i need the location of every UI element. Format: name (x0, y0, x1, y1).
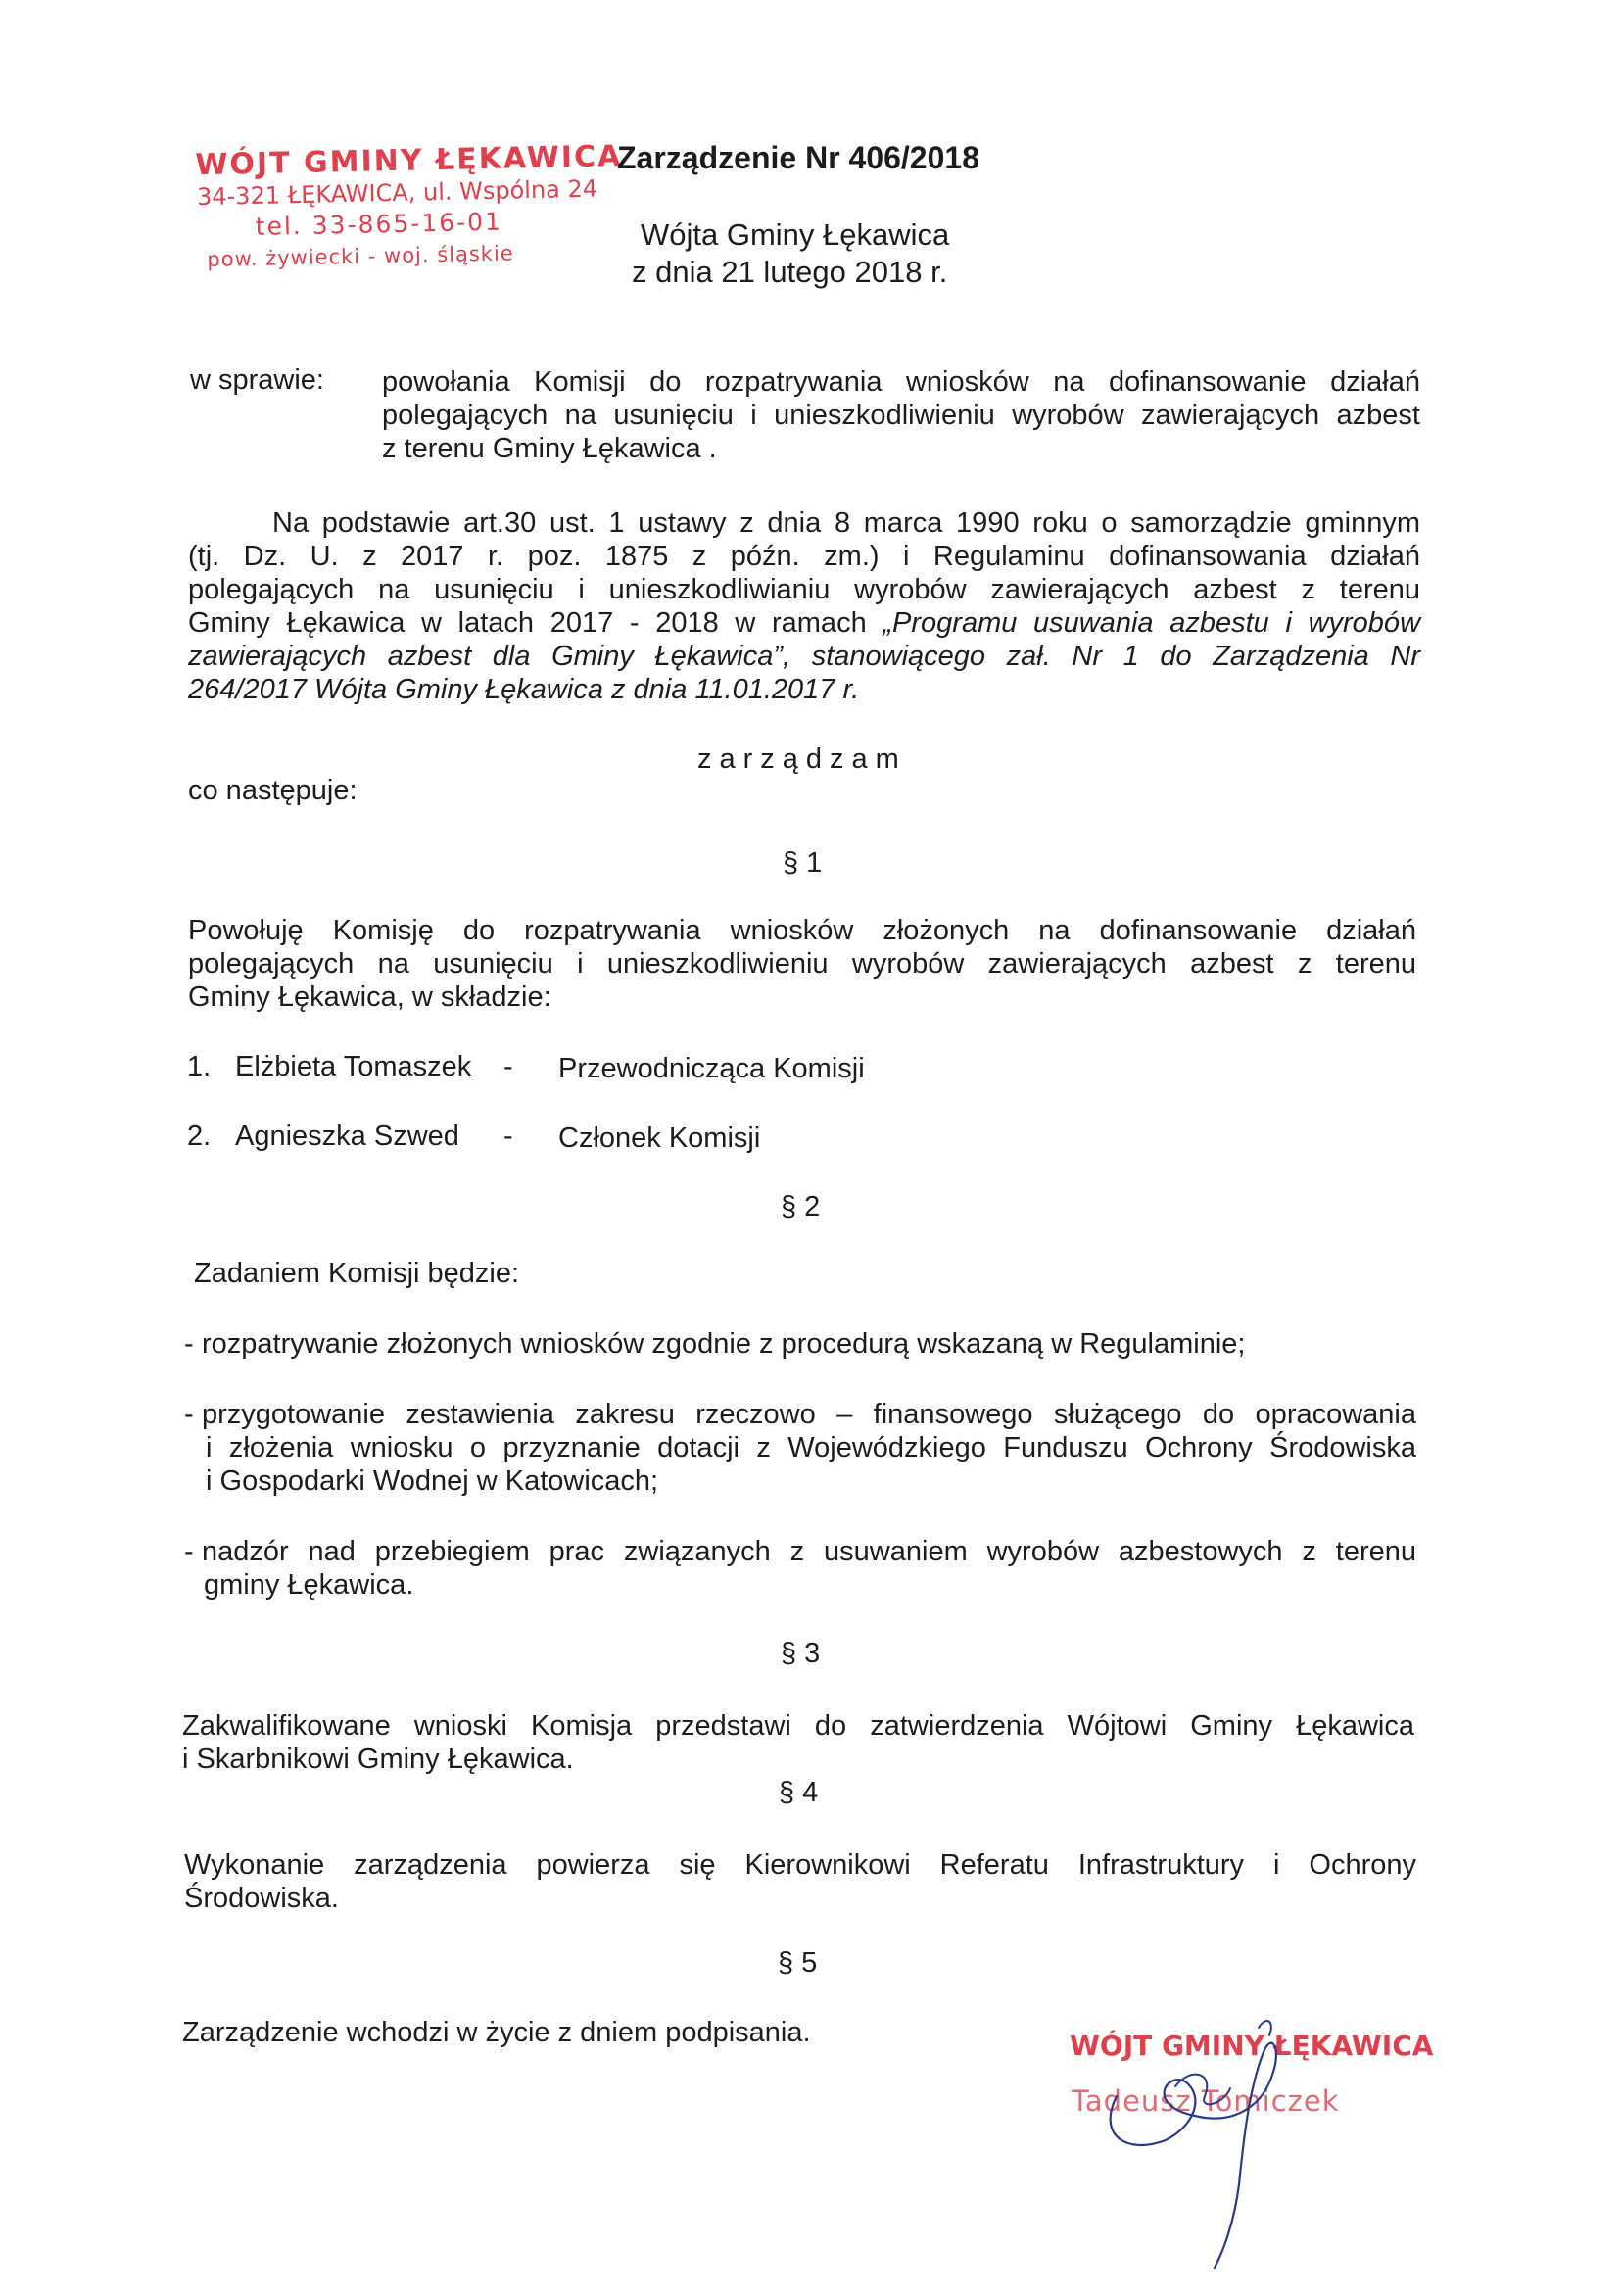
member-role: Członek Komisji (558, 1123, 761, 1154)
section-5-heading: § 5 (778, 1947, 818, 1979)
basis-line: (tj. Dz. U. z 2017 r. poz. 1875 z późn. zm.) i Regulaminu dofinansowania działań (188, 541, 1420, 572)
member-name: Elżbieta Tomaszek (235, 1051, 472, 1082)
task-line: Gospodarki Wodnej w Katowicach; (219, 1465, 659, 1497)
subject-body (382, 365, 1420, 465)
follows-label: co następuje: (188, 775, 358, 806)
section-3-line: i Skarbnikowi Gminy Łękawica. (182, 1744, 574, 1775)
basis-program-line: zawierających azbest dla Gminy Łękawica”, stanowiącego zał. Nr 1 do Zarządzenia Nr (188, 641, 1420, 672)
section-5-body: Zarządzenie wchodzi w życie z dniem podpisania. (182, 2017, 811, 2048)
handwritten-signature (1058, 1979, 1352, 2272)
subject-line: polegających na usunięciu i unieszkodliwieniu wyrobów zawierających azbest (382, 400, 1420, 431)
member-number: 1. (187, 1051, 212, 1082)
document-date: z dnia 21 lutego 2018 r. (632, 255, 948, 289)
stamp-line-phone: tel. 33-865-16-01 (255, 207, 503, 241)
section-2-intro: Zadaniem Komisji będzie: (194, 1258, 520, 1289)
basis-line: polegających na usunięciu i unieszkodliwianiu wyrobów zawierających azbest z terenu (188, 574, 1420, 605)
decree-word: zarządzam (697, 743, 907, 775)
basis-program-name: „Programu usuwania azbestu i wyrobów (883, 607, 1421, 639)
document-title: Zarządzenie Nr 406/2018 (617, 140, 979, 175)
task-line: gminy Łękawica. (204, 1569, 414, 1601)
section-3-heading: § 3 (781, 1638, 821, 1669)
subject-line: powołania Komisji do rozpatrywania wniosków na dofinansowanie działań (382, 366, 1420, 398)
section-4-heading: § 4 (779, 1777, 819, 1808)
section-3-line: Zakwalifikowane wnioski Komisja przedstawi do zatwierdzenia Wójtowi Gminy Łękawica (182, 1710, 1414, 1742)
task-line: złożenia wniosku o przyznanie dotacji z Wojewódzkiego Funduszu Ochrony Środowiska (228, 1432, 1416, 1463)
member-name: Agnieszka Szwed (235, 1121, 459, 1152)
section-2-heading: § 2 (781, 1191, 821, 1222)
legal-basis (188, 506, 1420, 706)
basis-program-line: 264/2017 Wójta Gminy Łękawica z dnia 11.01.2017 r. (188, 674, 860, 705)
task-dash: - (184, 1399, 194, 1430)
task-dash: - (184, 1328, 194, 1360)
subject-line: z terenu Gminy Łękawica . (382, 433, 717, 464)
stamp-line-region: pow. żywiecki - woj. śląskie (207, 241, 514, 271)
signature-stamp-name: Tadeusz Tomiczek (1072, 2084, 1340, 2118)
member-dash: - (503, 1121, 513, 1152)
section-1-line: polegających na usunięciu i unieszkodliwieniu wyrobów zawierających azbest z terenu (188, 948, 1416, 980)
task-dash: - (184, 1536, 194, 1567)
section-4-line: Wykonanie zarządzenia powierza się Kierownikowi Referatu Infrastruktury i Ochrony (184, 1849, 1416, 1881)
stamp-line-address: 34-321 ŁĘKAWICA, ul. Wspólna 24 (196, 174, 598, 212)
member-number: 2. (187, 1121, 212, 1152)
section-4-body (184, 1848, 1416, 1915)
stamp-line-office: WÓJT GMINY ŁĘKAWICA (195, 139, 623, 183)
task-line-prefix: i (206, 1465, 213, 1497)
section-1-body (188, 914, 1416, 1014)
section-1-line: Gminy Łękawica, w składzie: (188, 981, 551, 1013)
signature-stamp-office: WÓJT GMINY ŁĘKAWICA (1070, 2030, 1434, 2062)
member-dash: - (503, 1051, 513, 1082)
section-4-line: Środowiska. (184, 1883, 339, 1914)
subject-label: w sprawie: (190, 364, 324, 396)
basis-line: Gminy Łękawica w latach 2017 - 2018 w ramach (188, 607, 883, 639)
task-line: rozpatrywanie złożonych wniosków zgodnie z procedurą wskazaną w Regulaminie; (202, 1328, 1246, 1360)
section-3-body (182, 1709, 1414, 1776)
section-1-heading: § 1 (783, 847, 823, 879)
basis-line: Na podstawie art.30 ust. 1 ustawy z dnia 8 marca 1990 roku o samorządzie gminnym (272, 507, 1420, 539)
member-role: Przewodnicząca Komisji (558, 1053, 865, 1084)
task-line: przygotowanie zestawienia zakresu rzeczowo – finansowego służącego do opracowania (202, 1399, 1416, 1430)
document-issuer: Wójta Gminy Łękawica (641, 217, 950, 252)
task-line-prefix: i (206, 1432, 213, 1463)
section-1-line: Powołuję Komisję do rozpatrywania wniosków złożonych na dofinansowanie działań (188, 915, 1416, 946)
task-line: nadzór nad przebiegiem prac związanych z usuwaniem wyrobów azbestowych z terenu (202, 1536, 1416, 1567)
